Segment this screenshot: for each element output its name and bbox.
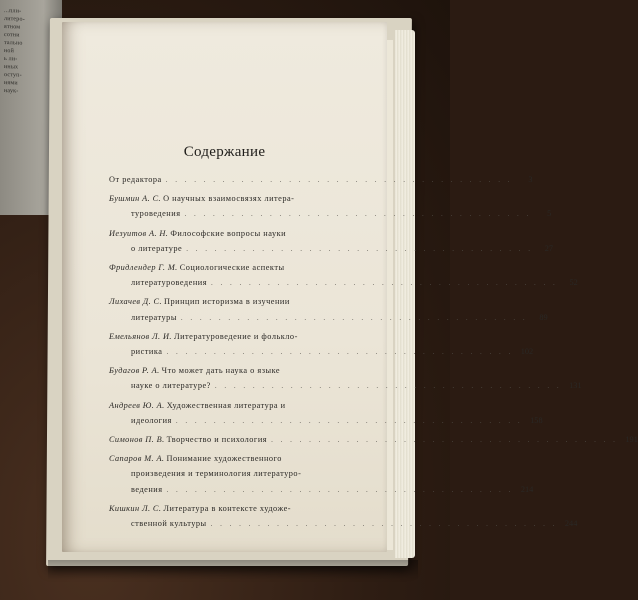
toc-entry-line: [109, 516, 578, 532]
toc-entry-text: [109, 401, 286, 410]
toc-entry-line: [109, 260, 367, 275]
toc-author: Кишкин Л. С.: [109, 503, 162, 513]
page-number: 27: [544, 243, 553, 253]
dot-leader: . . . . . . . . . . . . . . . . . . . . . . . . . . . . . . . . . . . . .: [175, 416, 523, 425]
toc-entry-line: [109, 466, 367, 481]
toc-title-text: Принцип историзма в изучении: [164, 297, 290, 307]
toc-entry-text: [131, 206, 181, 221]
toc-author: Лихачев Д. С.: [109, 297, 162, 307]
toc-title-text: ственной культуры: [131, 519, 207, 529]
page-number: 52: [569, 278, 578, 288]
toc-entry-line: [109, 363, 367, 378]
toc-title-text: Художественная литература и: [166, 400, 286, 410]
toc-entry-text: [109, 432, 267, 447]
toc-entry-line: [109, 344, 534, 360]
toc-entry-text: [131, 310, 177, 325]
toc-entry-text: [109, 229, 286, 238]
toc-title-text: Литература в контексте художе-: [163, 503, 292, 513]
toc-entry-text: [131, 516, 207, 531]
toc-entry-line: [109, 226, 367, 241]
toc-entry-line: [109, 172, 533, 188]
toc-title-text: От редактора: [109, 175, 162, 184]
left-page-line: иями: [4, 79, 18, 87]
toc-author: Иезуитов А. Н.: [109, 228, 169, 238]
toc-entry-line: [109, 191, 367, 206]
toc-entry[interactable]: [109, 226, 553, 257]
toc-title-text: туроведения: [131, 209, 181, 219]
toc-entry-text: [109, 263, 285, 272]
toc-entry[interactable]: [109, 363, 582, 394]
dot-leader: . . . . . . . . . . . . . . . . . . . . . . . . . . . . . . . . . . . . .: [214, 382, 562, 391]
toc-title-text: Литературоведение и фолькло-: [173, 331, 298, 341]
toc-author: Сапаров М. А.: [109, 454, 165, 464]
toc-author: Будагов Р. А.: [109, 366, 160, 376]
toc-title-text: произведения и терминология литературо-: [131, 469, 302, 479]
left-page-line: ...пли-: [4, 7, 22, 15]
toc-entry-text: [131, 378, 211, 393]
toc-entry-text: [109, 454, 282, 463]
table-of-contents: [109, 172, 638, 535]
page-number: 89: [539, 312, 548, 322]
toc-entry-line: [109, 413, 543, 429]
toc-entry-text: [131, 275, 207, 290]
page-number: 131: [569, 381, 582, 391]
toc-title-text: Понимание художественного: [166, 454, 282, 464]
toc-entry-text: [109, 332, 298, 341]
toc-author: Емельянов Л. И.: [109, 331, 172, 341]
left-page-line: ь ли-: [4, 55, 18, 63]
left-page-line: оступ-: [4, 71, 22, 79]
toc-title-text: Социологические аспекты: [179, 263, 285, 273]
dot-leader: . . . . . . . . . . . . . . . . . . . . . . . . . . . . . . . . . . . . .: [186, 244, 533, 253]
toc-entry[interactable]: [109, 191, 552, 222]
toc-entry-line: [109, 294, 367, 309]
toc-entry-text: [131, 413, 172, 428]
dot-leader: . . . . . . . . . . . . . . . . . . . . . . . . . . . . . . . . . . . . .: [180, 313, 528, 322]
toc-entry-line: [109, 378, 582, 394]
toc-author: Фридлендер Г. М.: [109, 263, 178, 273]
toc-title-text: о литературе: [131, 243, 183, 253]
toc-entry-text: [131, 344, 162, 359]
page-edges: [395, 30, 415, 558]
toc-author: Бушмин А. С.: [109, 194, 161, 204]
toc-entry[interactable]: [109, 260, 578, 291]
toc-entry-line: [109, 432, 638, 448]
toc-entry-line: [109, 501, 367, 516]
left-page-line: тально: [4, 39, 23, 47]
toc-entry-line: [109, 482, 534, 498]
left-page-line: иных: [4, 63, 19, 71]
page-number: 214: [520, 484, 534, 494]
page-number: 5: [547, 209, 552, 219]
toc-entry-text: [109, 366, 280, 375]
toc-title-text: литературоведения: [131, 278, 208, 288]
toc-title-text: О научных взаимосвязях литера-: [163, 194, 295, 204]
left-page-line: ятном: [4, 23, 21, 31]
dot-leader: . . . . . . . . . . . . . . . . . . . . . . . . . . . . . . . . . . . . .: [210, 520, 558, 529]
dot-leader: . . . . . . . . . . . . . . . . . . . . . . . . . . . . . . . . . . . . .: [271, 436, 618, 445]
toc-author: Симонов П. В.: [109, 435, 165, 445]
toc-entry-text: [109, 504, 291, 513]
toc-entry-text: [109, 172, 162, 187]
toc-title-text: литературы: [131, 312, 177, 322]
toc-title-text: Что может дать наука о языке: [161, 366, 281, 376]
toc-entry-line: [109, 329, 367, 344]
dot-leader: . . . . . . . . . . . . . . . . . . . . . . . . . . . . . . . . . . . . .: [184, 210, 532, 219]
toc-title-text: Философские вопросы науки: [170, 228, 287, 238]
entry-spacer: [109, 532, 367, 535]
toc-entry-line: [109, 206, 552, 222]
toc-entry[interactable]: [109, 398, 543, 429]
toc-entry-text: [109, 194, 294, 203]
page-number: 102: [520, 347, 534, 357]
toc-entry-text: [131, 482, 163, 497]
toc-entry[interactable]: [109, 451, 534, 498]
toc-entry-line: [109, 275, 578, 291]
dot-leader: . . . . . . . . . . . . . . . . . . . . . . . . . . . . . . . . . . . . .: [166, 348, 514, 357]
dot-leader: . . . . . . . . . . . . . . . . . . . . . . . . . . . . . . . . . . . . .: [211, 279, 558, 288]
page-number: 244: [564, 519, 578, 529]
left-page-line: наук-: [4, 87, 19, 95]
toc-entry-line: [109, 451, 367, 466]
contents-page: [62, 22, 638, 552]
toc-title-text: ристика: [131, 347, 163, 357]
toc-entry[interactable]: [109, 172, 533, 188]
toc-title-text: идеология: [131, 415, 172, 425]
toc-title-text: ведения: [131, 484, 163, 494]
toc-entry-line: [109, 398, 367, 413]
toc-entry-text: [109, 297, 290, 306]
toc-entry-text: [131, 469, 301, 478]
toc-title-text: науке о литературе?: [131, 381, 211, 391]
toc-title-text: Творчество и психология: [166, 435, 268, 445]
page-number: 158: [530, 415, 543, 425]
page-number: 3: [528, 175, 533, 184]
left-page-line: литеро-: [4, 15, 25, 23]
left-page-line: сотни: [4, 31, 20, 39]
toc-author: Андреев Ю. А.: [109, 400, 165, 410]
toc-entry[interactable]: [109, 294, 548, 325]
dot-leader: . . . . . . . . . . . . . . . . . . . . . . . . . . . . . . . . . . . . .: [165, 176, 513, 184]
book-shadow: [48, 560, 418, 580]
toc-entry[interactable]: [109, 432, 638, 448]
left-page-line: ной: [4, 47, 15, 55]
toc-entry[interactable]: [109, 501, 578, 532]
page-number: 191: [625, 435, 638, 445]
toc-entry-line: [109, 310, 548, 326]
dot-leader: . . . . . . . . . . . . . . . . . . . . . . . . . . . . . . . . . . . . .: [166, 485, 514, 494]
page-title: Содержание: [183, 144, 266, 160]
toc-entry-text: [131, 241, 182, 256]
toc-entry-line: [109, 241, 553, 257]
toc-entry[interactable]: [109, 329, 534, 360]
